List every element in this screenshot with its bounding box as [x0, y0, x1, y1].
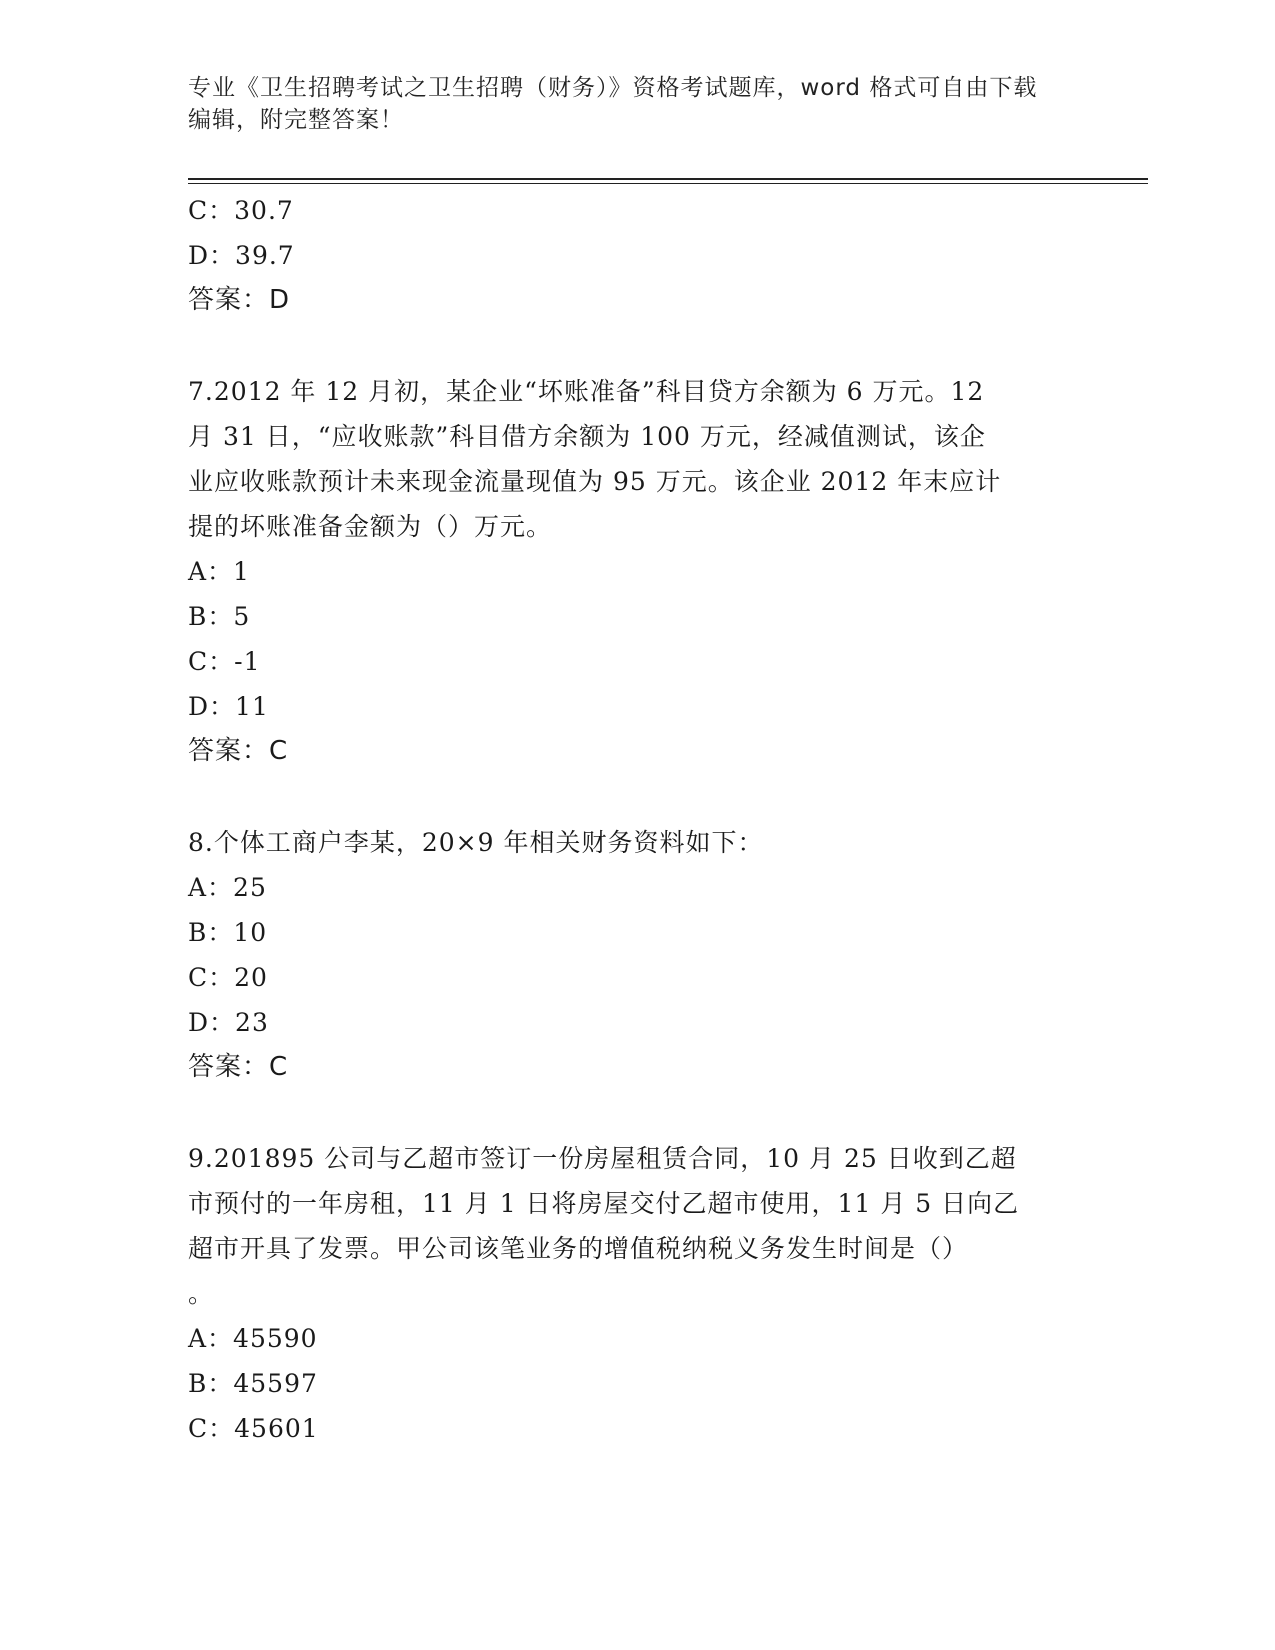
option-a: A：45590 [188, 1324, 318, 1353]
option-c: C：45601 [188, 1414, 319, 1443]
option-c: C：30.7 [188, 196, 294, 225]
question-8 [188, 820, 1068, 1090]
question-9 [188, 1136, 1068, 1451]
option-c: C：20 [188, 963, 268, 992]
question-text-line: 提的坏账准备金额为（）万元。 [188, 512, 553, 541]
spacer [188, 323, 1068, 369]
question-text-line: 超市开具了发票。甲公司该笔业务的增值税纳税义务发生时间是（） [188, 1234, 969, 1263]
question-text-line: 8.个体工商户李某，20×9 年相关财务资料如下： [188, 828, 764, 857]
header-rule-thin [188, 183, 1148, 184]
option-d: D：11 [188, 692, 269, 721]
option-a: A：25 [188, 873, 267, 902]
question-text-line: 。 [188, 1279, 215, 1308]
question-text-line: 业应收账款预计未来现金流量现值为 95 万元。该企业 2012 年末应计 [188, 467, 1002, 496]
answer: 答案：C [188, 736, 289, 766]
option-b: B：5 [188, 602, 251, 631]
question-text-line: 9.201895 公司与乙超市签订一份房屋租赁合同，10 月 25 日收到乙超 [188, 1144, 1017, 1173]
question-content [188, 188, 1068, 1451]
header-line-2: 编辑，附完整答案！ [188, 107, 404, 133]
spacer [188, 774, 1068, 820]
question-text-line: 月 31 日，“应收账款”科目借方余额为 100 万元，经减值测试，该企 [188, 422, 986, 451]
option-c: C：-1 [188, 647, 261, 676]
question-text-line: 7.2012 年 12 月初，某企业“坏账准备”科目贷方余额为 6 万元。12 [188, 377, 985, 406]
option-d: D：39.7 [188, 241, 295, 270]
header-rule-thick [188, 178, 1148, 180]
answer: 答案：D [188, 285, 291, 315]
option-d: D：23 [188, 1008, 269, 1037]
answer: 答案：C [188, 1052, 289, 1082]
option-b: B：45597 [188, 1369, 318, 1398]
spacer [188, 1090, 1068, 1136]
question-text-line: 市预付的一年房租，11 月 1 日将房屋交付乙超市使用，11 月 5 日向乙 [188, 1189, 1020, 1218]
prev-question [188, 188, 1068, 323]
header-line-1: 专业《卫生招聘考试之卫生招聘（财务）》资格考试题库，word 格式可自由下载 [188, 75, 1038, 101]
option-a: A：1 [188, 557, 250, 586]
page-header [188, 72, 1068, 136]
option-b: B：10 [188, 918, 268, 947]
question-7 [188, 369, 1068, 774]
